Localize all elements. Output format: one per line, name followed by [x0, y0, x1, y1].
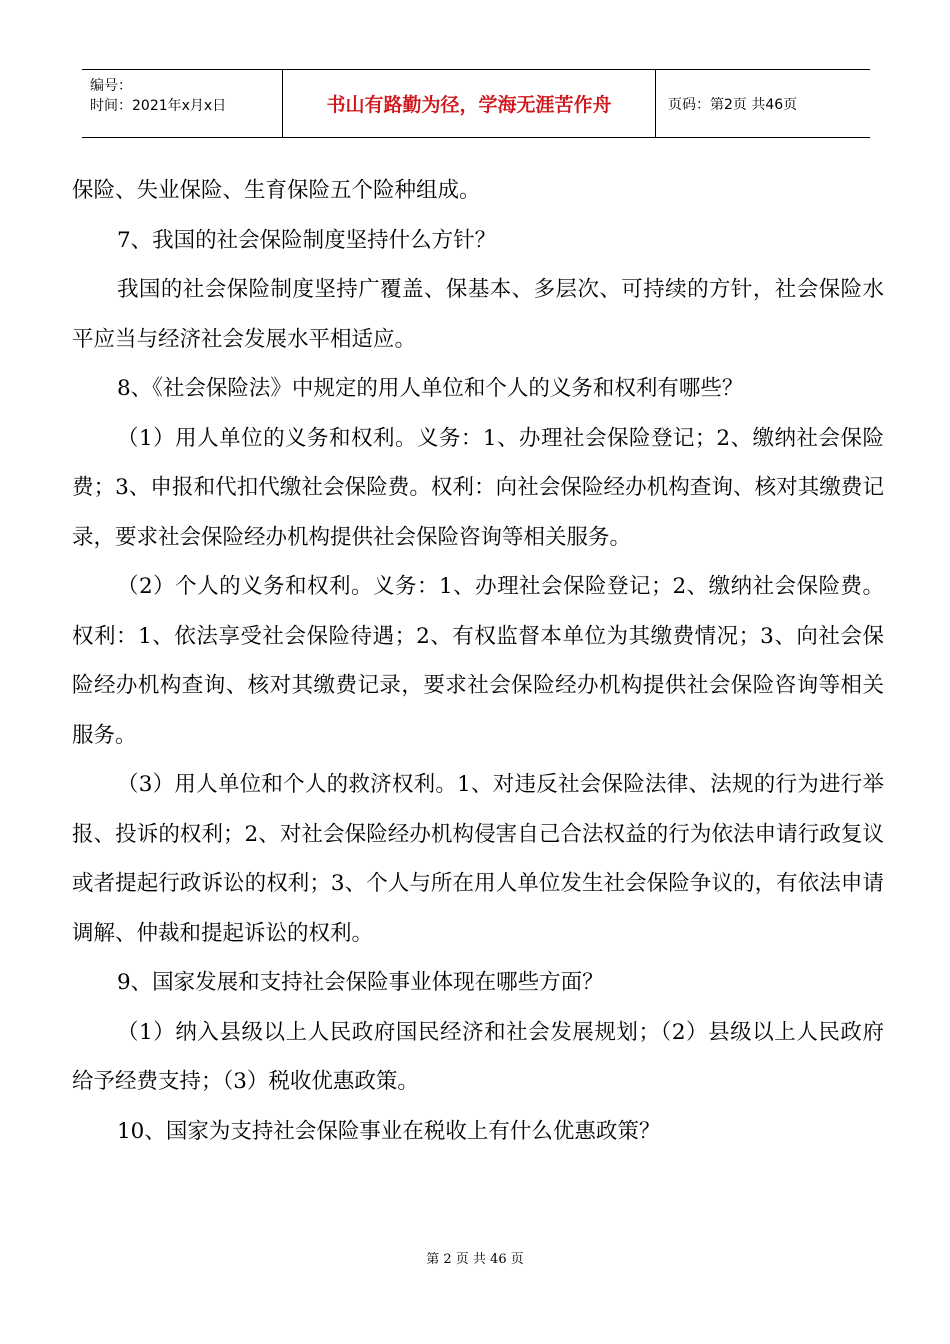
paragraph: （1）纳入县级以上人民政府国民经济和社会发展规划；（2）县级以上人民政府给予经费支持；（3）税收优惠政策。	[72, 1019, 884, 1094]
paragraph: 8、《社会保险法》中规定的用人单位和个人的义务和权利有哪些？	[117, 376, 744, 401]
page-footer: 第 2 页 共 46 页	[426, 1252, 524, 1267]
paragraph: （2）个人的义务和权利。义务：1、办理社会保险登记；2、缴纳社会保险费。权利：1、依法享受社会保险待遇；2、有权监督本单位为其缴费情况；3、向社会保险经办机构查询、核对其缴费记录，要求社会保险经办机构提供社会保险咨询等相关服务。	[72, 574, 884, 748]
paragraph: 7、我国的社会保险制度坚持什么方针？	[117, 227, 497, 253]
document-time-label: 时间：2021年x月x日	[90, 98, 227, 114]
header-page-info: 页码：第2页 共46页	[668, 96, 798, 113]
paragraph: （3）用人单位和个人的救济权利。1、对违反社会保险法律、法规的行为进行举报、投诉的权利；2、对社会保险经办机构侵害自己合法权益的行为依法申请行政复议或者提起行政诉讼的权利；3、个人与所在用人单位发生社会保险争议的，有依法申请调解、仲裁和提起诉讼的权利。	[72, 772, 884, 946]
paragraph: （1）用人单位的义务和权利。义务：1、办理社会保险登记；2、缴纳社会保险费；3、申报和代扣代缴社会保险费。权利：向社会保险经办机构查询、核对其缴费记录，要求社会保险经办机构提供社会保险咨询等相关服务。	[72, 425, 884, 550]
paragraph: 我国的社会保险制度坚持广覆盖、保基本、多层次、可持续的方针，社会保险水平应当与经济社会发展水平相适应。	[72, 277, 884, 352]
document-body	[72, 166, 884, 1156]
page-header	[82, 69, 870, 138]
document-number-label: 编号：	[90, 78, 132, 94]
paragraph: 保险、失业保险、生育保险五个险种组成。	[72, 178, 481, 203]
paragraph: 9、国家发展和支持社会保险事业体现在哪些方面？	[117, 970, 604, 995]
paragraph: 10、国家为支持社会保险事业在税收上有什么优惠政策？	[117, 1118, 661, 1144]
header-meta	[82, 70, 283, 137]
header-motto: 书山有路勤为径，学海无涯苦作舟	[283, 70, 656, 137]
